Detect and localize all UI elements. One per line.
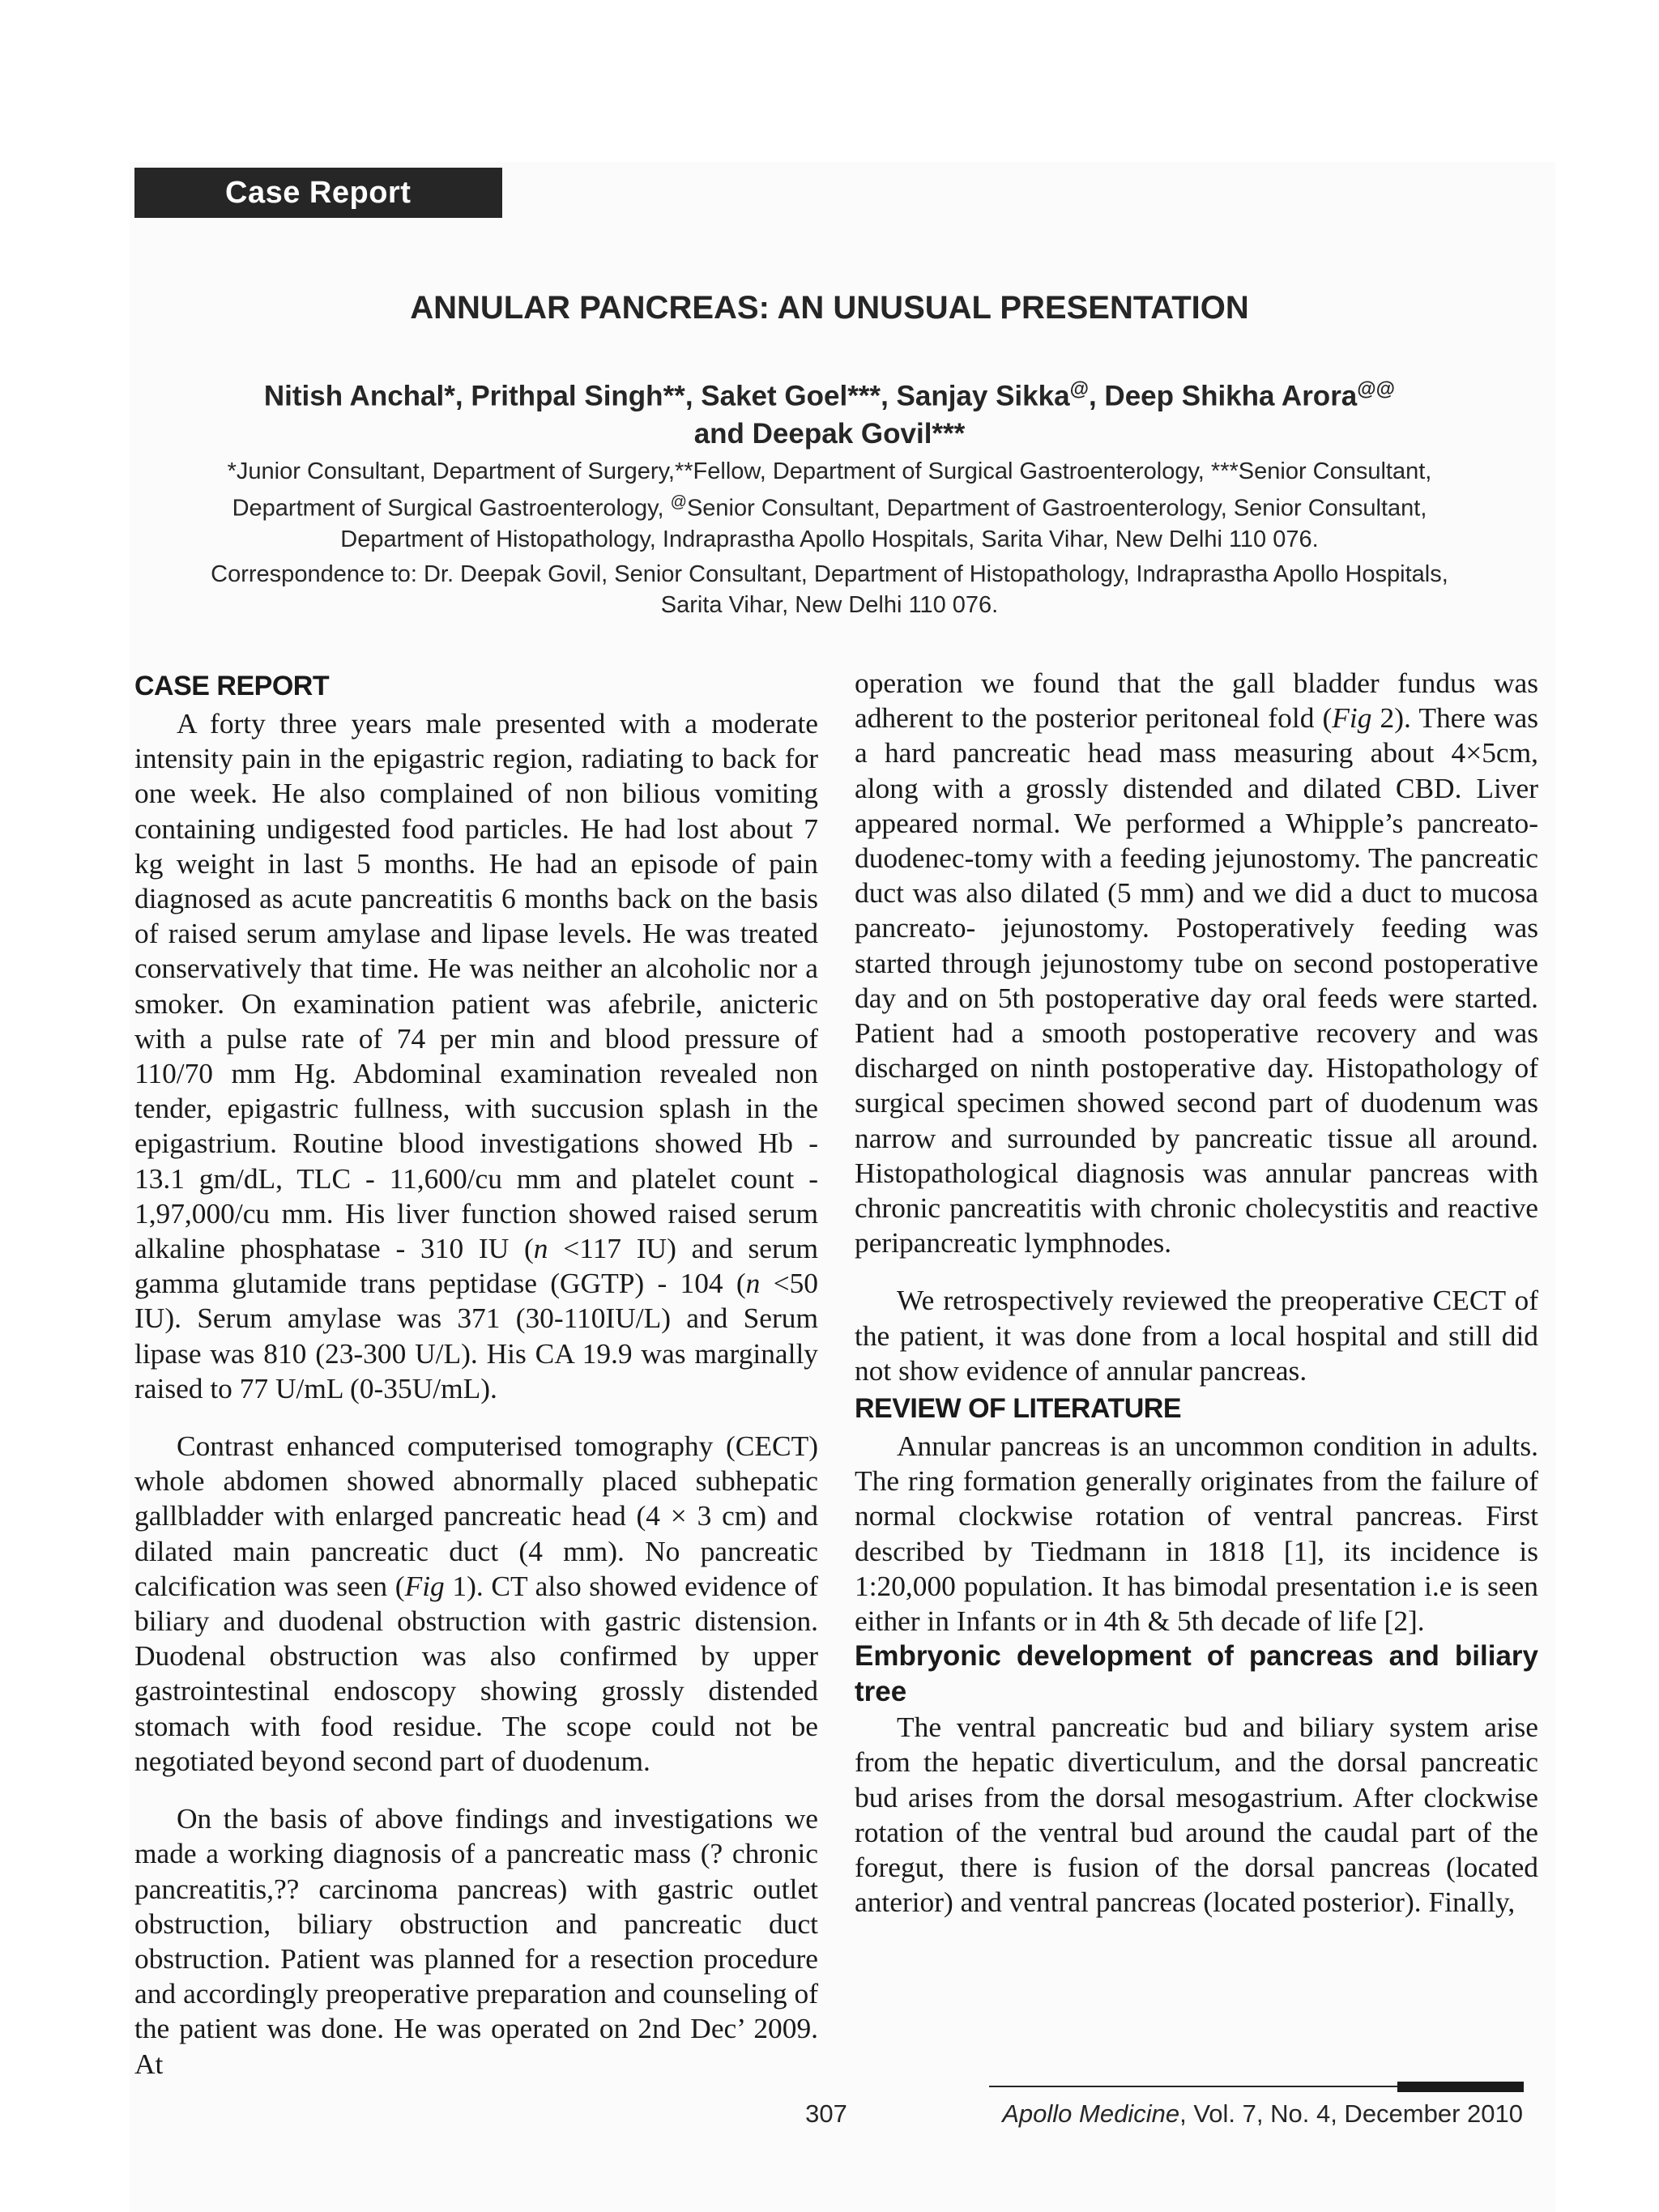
- author-mark: ***: [847, 380, 881, 412]
- author-list: Nitish Anchal*, Prithpal Singh**, Saket Goel***, Sanjay Sikka@, Deep Shikha Arora@@ and Deepak Govil***: [263, 378, 1396, 450]
- journal-volume: , Vol. 7, No. 4, December 2010: [1179, 2099, 1523, 2128]
- correspondence-line: Sarita Vihar, New Delhi 110 076.: [660, 592, 999, 618]
- paragraph-text: <117 IU) and serum gamma glutamide trans peptidase (GGTP) - 104 (: [134, 1232, 818, 1300]
- author-mark: ***: [932, 417, 966, 450]
- paragraph-text: 1). CT also showed evidence of biliary and duodenal obstruction with gastric distension. Duodenal obstruction was also confirmed by upper gastrointestinal endoscopy showing grossly distended stomach with food residue. The scope could not be negotiated beyond second part of duodenum.: [134, 1569, 818, 1777]
- author-name: Saket Goel: [701, 380, 848, 412]
- left-column: [134, 666, 818, 2082]
- footer-rule-accent: [1397, 2082, 1524, 2092]
- italic-n: n: [533, 1232, 548, 1265]
- affiliation-text: Senior Consultant, Department of Gastroenterology, Senior Consultant,: [686, 495, 1427, 522]
- correspondence-line: Correspondence to: Dr. Deepak Govil, Senior Consultant, Department of Histopathology, Indraprastha Apollo Hospitals,: [211, 561, 1448, 587]
- paragraph: On the basis of above findings and investigations we made a working diagnosis of a pancreatic mass (? chronic pancreatitis,?? carcinoma pancreas) with gastric outlet obstruction, biliary obstruction and pancreatic duct obstruction. Patient was planned for a resection procedure and accordingly preoperative preparation and counseling of the patient was done. He was operated on 2nd Dec’ 2009. At: [134, 1802, 818, 2080]
- paragraph: [134, 1429, 818, 1779]
- author-mark: **: [663, 380, 685, 412]
- paragraph-text: operation we found that the gall bladder fundus was adherent to the posterior peritoneal fold (: [855, 667, 1538, 735]
- affiliation-text: Department of Surgical Gastroenterology,: [232, 495, 671, 522]
- author-name: Prithpal Singh: [471, 380, 663, 412]
- paragraph: [855, 666, 1538, 1260]
- author-name: Sanjay Sikka: [896, 380, 1070, 412]
- journal-citation: [956, 2099, 1523, 2129]
- author-name: Deepak Govil: [752, 417, 932, 450]
- author-mark: @@: [1357, 378, 1396, 400]
- paragraph-text: A forty three years male presented with a moderate intensity pain in the epigastric region, radiating to back for one week. He also complained of non bilious vomiting containing undigested food particles. He had lost about 7 kg weight in last 5 months. He had an episode of pain diagnosed as acute pancreatitis 6 months back on the basis of raised serum amylase and lipase levels. He was treated conservatively that time. He was neither an alcoholic nor a smoker. On examination patient was afebrile, anicteric with a pulse rate of 74 per min and blood pressure of 110/70 mm Hg. Abdominal examination revealed non tender, epigastric fullness, with succusion splash in the epigastrium. Routine blood investigations showed Hb - 13.1 gm/dL, TLC - 11,600/cu mm and platelet count - 1,97,000/cu mm. His liver function showed raised serum alkaline phosphatase - 310 IU (: [134, 707, 818, 1265]
- author-name: Nitish Anchal: [263, 380, 445, 412]
- correspondence: [134, 559, 1525, 620]
- paragraph: [134, 706, 818, 1406]
- paragraph-text: 2). There was a hard pancreatic head mass measuring about 4×5cm, along with a grossly distended and dilated CBD. Liver appeared normal. We performed a Whipple’s pancreato-duodenec-tomy with a feeding jejunostomy. The pancreatic duct was also dilated (5 mm) and we did a duct to mucosa pancreato- jejunostomy. Postoperatively feeding was started through jejunostomy tube on second postoperative day and on 5th postoperative day oral feeds were started. Patient had a smooth postoperative recovery and was discharged on ninth postoperative day. Histopathology of surgical specimen showed second part of duodenum was narrow and surrounded by pancreatic tissue all around. Histopathological diagnosis was annular pancreas with chronic pancreatitis with chronic cholecystitis and reactive peripancreatic lymphnodes.: [855, 701, 1538, 1259]
- italic-n: n: [745, 1267, 761, 1300]
- affiliations: [134, 456, 1525, 555]
- affiliation-line: [134, 487, 1525, 524]
- affiliation-mark: @: [670, 493, 687, 511]
- article-title: ANNULAR PANCREAS: AN UNUSUAL PRESENTATION: [410, 290, 1249, 326]
- article-type-label: Case Report: [134, 168, 502, 218]
- affiliation-line: *Junior Consultant, Department of Surgery,**Fellow, Department of Surgical Gastroenterology, ***Senior Consultant,: [227, 458, 1432, 484]
- right-column: [855, 666, 1538, 1920]
- page-number: 307: [805, 2099, 847, 2128]
- paragraph: The ventral pancreatic bud and biliary system arise from the hepatic diverticulum, and the dorsal pancreatic bud arises from the dorsal mesogastrium. After clockwise rotation of the ventral bud around the caudal part of the foregut, there is fusion of the dorsal pancreas (located anterior) and ventral pancreas (located posterior). Finally,: [855, 1711, 1538, 1919]
- subsection-heading-embryonic: Embryonic development of pancreas and biliary tree: [855, 1640, 1538, 1708]
- journal-name: Apollo Medicine: [1002, 2099, 1180, 2128]
- section-heading-case-report: CASE REPORT: [134, 671, 330, 701]
- figure-reference: Fig: [1332, 701, 1372, 735]
- paragraph-text: Contrast enhanced computerised tomography (CECT) whole abdomen showed abnormally placed subhepatic gallbladder with enlarged pancreatic head (4 × 3 cm) and dilated main pancreatic duct (4 mm). No pancreatic calcification was seen (: [134, 1430, 818, 1602]
- author-mark: @: [1069, 378, 1089, 400]
- paragraph: We retrospectively reviewed the preoperative CECT of the patient, it was done from a local hospital and still did not show evidence of annular pancreas.: [855, 1284, 1538, 1387]
- paragraph-text: <50 IU). Serum amylase was 371 (30-110IU/L) and Serum lipase was 810 (23-300 U/L). His CA 19.9 was marginally raised to 77 U/mL (0-35U/mL).: [134, 1267, 818, 1404]
- author-mark: *: [444, 380, 455, 412]
- figure-reference: Fig: [404, 1569, 445, 1602]
- section-heading-review: REVIEW OF LITERATURE: [855, 1393, 1182, 1425]
- author-name: Deep Shikha Arora: [1104, 380, 1358, 412]
- affiliation-line: Department of Histopathology, Indraprastha Apollo Hospitals, Sarita Vihar, New Delhi 110 076.: [340, 526, 1319, 552]
- paragraph: Annular pancreas is an uncommon condition in adults. The ring formation generally originates from the failure of normal clockwise rotation of ventral pancreas. First described by Tiedmann in 1818 [1], its incidence is 1:20,000 population. It has bimodal presentation i.e is seen either in Infants or in 4th & 5th decade of life [2].: [855, 1430, 1538, 1638]
